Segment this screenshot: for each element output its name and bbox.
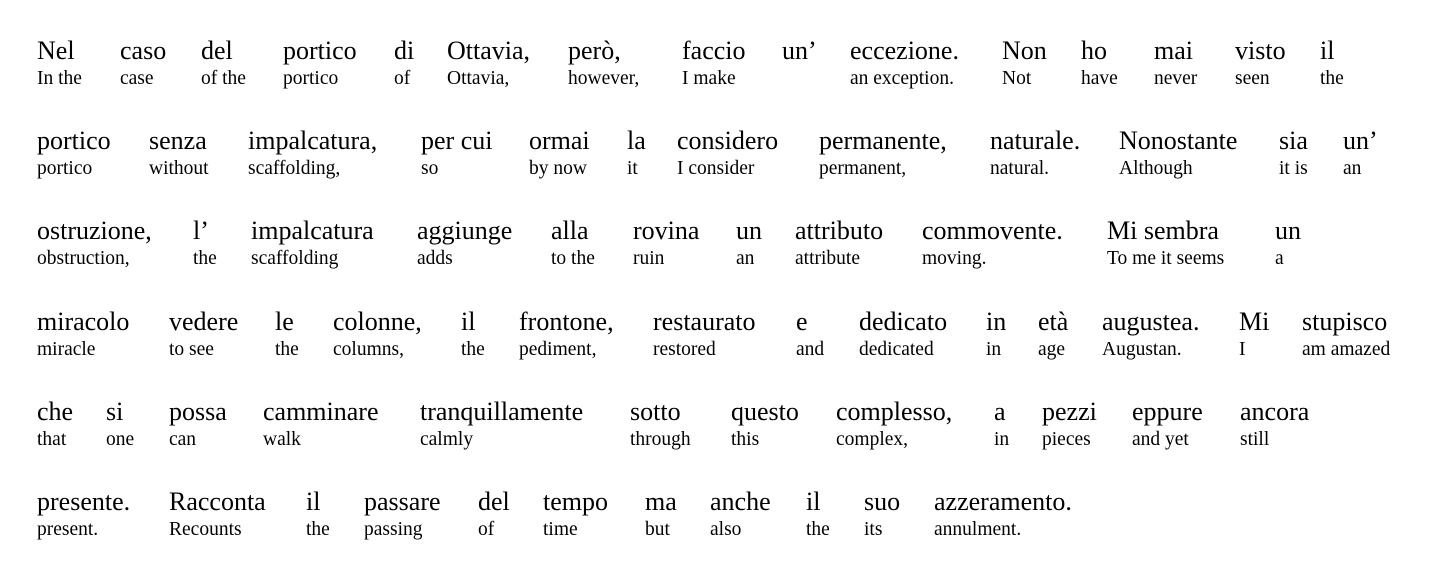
english-gloss: walk <box>263 429 301 450</box>
italian-word: età <box>1038 307 1069 336</box>
english-gloss: pediment, <box>519 339 597 360</box>
english-gloss: that <box>37 429 67 450</box>
italian-word: miracolo <box>37 307 130 336</box>
italian-word: alla <box>551 216 589 245</box>
english-gloss: portico <box>37 158 93 179</box>
english-gloss: passing <box>364 519 423 540</box>
gloss-line-2 <box>0 126 1456 196</box>
gloss-line-1 <box>0 36 1456 106</box>
word-pair <box>283 36 357 91</box>
italian-word: un <box>1275 216 1301 245</box>
italian-word: tempo <box>543 487 608 516</box>
italian-word: permanente, <box>819 126 947 155</box>
italian-word: tranquillamente <box>420 397 584 426</box>
italian-word: possa <box>169 397 227 426</box>
italian-word: portico <box>37 126 111 155</box>
english-gloss: Although <box>1119 158 1193 179</box>
word-pair <box>421 126 492 181</box>
italian-word: sotto <box>630 397 681 426</box>
italian-word: ormai <box>529 126 590 155</box>
italian-word: naturale. <box>990 126 1081 155</box>
italian-word: Mi <box>1239 307 1270 336</box>
english-gloss: moving. <box>922 248 987 269</box>
english-gloss: an exception. <box>850 68 954 89</box>
word-pair <box>201 36 246 91</box>
english-gloss: of <box>478 519 495 540</box>
italian-word: caso <box>120 36 167 65</box>
gloss-line-4 <box>0 307 1456 377</box>
italian-word: sia <box>1279 126 1308 155</box>
italian-word: mai <box>1154 36 1193 65</box>
word-pair <box>1343 126 1378 181</box>
english-gloss: an <box>1343 158 1362 179</box>
english-gloss: the <box>806 519 830 540</box>
italian-word: azzeramento. <box>934 487 1072 516</box>
english-gloss: portico <box>283 68 339 89</box>
english-gloss: by now <box>529 158 587 179</box>
italian-word: il <box>306 487 321 516</box>
word-pair <box>795 216 883 271</box>
italian-word: il <box>806 487 821 516</box>
italian-word: Nel <box>37 36 75 65</box>
english-gloss: present. <box>37 519 99 540</box>
word-pair <box>37 126 111 181</box>
italian-word: colonne, <box>333 307 422 336</box>
italian-word: Mi sembra <box>1107 216 1219 245</box>
english-gloss: and yet <box>1132 429 1189 450</box>
italian-word: Ottavia, <box>447 36 531 65</box>
english-gloss <box>782 67 817 91</box>
english-gloss: however, <box>568 68 640 89</box>
italian-word: considero <box>677 126 779 155</box>
word-pair <box>275 307 299 362</box>
word-pair <box>859 307 947 362</box>
english-gloss: Not <box>1002 68 1032 89</box>
italian-word: aggiunge <box>417 216 513 245</box>
word-pair <box>850 36 959 91</box>
word-pair <box>645 487 677 542</box>
italian-word: un <box>736 216 762 245</box>
english-gloss: also <box>710 519 742 540</box>
italian-word: ma <box>645 487 677 516</box>
word-pair <box>37 216 152 271</box>
word-pair <box>120 36 166 91</box>
english-gloss: the <box>275 339 299 360</box>
italian-word: si <box>106 397 124 426</box>
english-gloss: Augustan. <box>1102 339 1182 360</box>
word-pair <box>1119 126 1237 181</box>
italian-word: per cui <box>421 126 493 155</box>
word-pair <box>37 487 130 542</box>
word-pair <box>248 126 377 181</box>
word-pair <box>551 216 595 271</box>
word-pair <box>394 36 414 91</box>
italian-word: visto <box>1235 36 1286 65</box>
word-pair <box>682 36 746 91</box>
word-pair <box>630 397 691 452</box>
english-gloss: Ottavia, <box>447 68 510 89</box>
word-pair <box>263 397 379 452</box>
word-pair <box>627 126 646 181</box>
word-pair <box>519 307 614 362</box>
english-gloss: in <box>986 339 1002 360</box>
word-pair <box>568 36 639 91</box>
italian-word: senza <box>149 126 207 155</box>
word-pair <box>1240 397 1309 452</box>
italian-word: restaurato <box>653 307 756 336</box>
word-pair <box>417 216 512 271</box>
italian-word: impalcatura, <box>248 126 378 155</box>
english-gloss: its <box>864 519 883 540</box>
italian-word: attributo <box>795 216 884 245</box>
word-pair <box>169 397 227 452</box>
word-pair <box>529 126 590 181</box>
italian-word: ho <box>1081 36 1107 65</box>
word-pair <box>836 397 952 452</box>
word-pair <box>1235 36 1286 91</box>
word-pair <box>333 307 422 362</box>
english-gloss: in <box>994 429 1010 450</box>
italian-word: commovente. <box>922 216 1063 245</box>
italian-word: ancora <box>1240 397 1310 426</box>
italian-word: questo <box>731 397 799 426</box>
italian-word: frontone, <box>519 307 614 336</box>
word-pair <box>633 216 699 271</box>
english-gloss: calmly <box>420 429 474 450</box>
english-gloss: have <box>1081 68 1118 89</box>
english-gloss: but <box>645 519 670 540</box>
word-pair <box>1302 307 1390 362</box>
italian-word: vedere <box>169 307 239 336</box>
italian-word: a <box>994 397 1006 426</box>
word-pair <box>864 487 900 542</box>
italian-word: faccio <box>682 36 746 65</box>
word-pair <box>1081 36 1118 91</box>
english-gloss: one <box>106 429 135 450</box>
italian-word: le <box>275 307 294 336</box>
english-gloss: adds <box>417 248 453 269</box>
word-pair <box>1279 126 1308 181</box>
italian-word: del <box>478 487 510 516</box>
english-gloss: scaffolding <box>251 248 339 269</box>
english-gloss: so <box>421 158 439 179</box>
english-gloss: natural. <box>990 158 1050 179</box>
word-pair <box>986 307 1006 362</box>
english-gloss: columns, <box>333 339 404 360</box>
italian-word: il <box>461 307 476 336</box>
word-pair <box>478 487 510 542</box>
word-pair <box>922 216 1063 271</box>
english-gloss: I consider <box>677 158 755 179</box>
italian-word: però, <box>568 36 621 65</box>
english-gloss: the <box>1320 68 1344 89</box>
english-gloss: time <box>543 519 578 540</box>
italian-word: anche <box>710 487 771 516</box>
word-pair <box>653 307 756 362</box>
italian-word: passare <box>364 487 441 516</box>
english-gloss: it <box>627 158 638 179</box>
italian-word: e <box>796 307 808 336</box>
italian-word: di <box>394 36 415 65</box>
word-pair <box>731 397 799 452</box>
italian-word: la <box>627 126 646 155</box>
word-pair <box>37 397 73 452</box>
english-gloss: this <box>731 429 760 450</box>
word-pair <box>677 126 778 181</box>
word-pair <box>710 487 771 542</box>
english-gloss: to the <box>551 248 595 269</box>
gloss-line-6 <box>0 487 1456 557</box>
english-gloss: the <box>193 248 217 269</box>
english-gloss: attribute <box>795 248 860 269</box>
english-gloss: permanent, <box>819 158 907 179</box>
word-pair <box>1320 36 1344 91</box>
word-pair <box>364 487 441 542</box>
word-pair <box>37 307 129 362</box>
italian-word: Racconta <box>169 487 266 516</box>
english-gloss: of <box>394 68 411 89</box>
italian-word: l’ <box>193 216 209 245</box>
italian-word: eppure <box>1132 397 1203 426</box>
english-gloss: annulment. <box>934 519 1022 540</box>
english-gloss: am amazed <box>1302 339 1391 360</box>
italian-word: il <box>1320 36 1335 65</box>
english-gloss: pieces <box>1042 429 1091 450</box>
word-pair <box>994 397 1009 452</box>
word-pair <box>461 307 485 362</box>
italian-word: portico <box>283 36 357 65</box>
word-pair <box>106 397 134 452</box>
italian-word: camminare <box>263 397 379 426</box>
italian-word: presente. <box>37 487 131 516</box>
word-pair <box>37 36 82 91</box>
italian-word: eccezione. <box>850 36 959 65</box>
word-pair <box>251 216 374 271</box>
word-pair <box>990 126 1080 181</box>
italian-word: rovina <box>633 216 700 245</box>
word-pair <box>1102 307 1199 362</box>
english-gloss: ruin <box>633 248 665 269</box>
english-gloss: Recounts <box>169 519 242 540</box>
italian-word: che <box>37 397 74 426</box>
word-pair <box>934 487 1072 542</box>
english-gloss: of the <box>201 68 246 89</box>
word-pair <box>796 307 824 362</box>
english-gloss: case <box>120 68 154 89</box>
word-pair <box>149 126 209 181</box>
english-gloss: to see <box>169 339 214 360</box>
italian-word: Nonostante <box>1119 126 1238 155</box>
gloss-line-3 <box>0 216 1456 286</box>
italian-word: dedicato <box>859 307 948 336</box>
english-gloss: restored <box>653 339 716 360</box>
gloss-line-5 <box>0 397 1456 467</box>
italian-word: ostruzione, <box>37 216 152 245</box>
english-gloss: I <box>1239 339 1246 360</box>
italian-word: complesso, <box>836 397 953 426</box>
english-gloss: without <box>149 158 209 179</box>
word-pair <box>819 126 947 181</box>
italian-word: un’ <box>782 36 817 65</box>
italian-word: del <box>201 36 233 65</box>
word-pair <box>420 397 583 452</box>
english-gloss: age <box>1038 339 1066 360</box>
italian-word: un’ <box>1343 126 1378 155</box>
english-gloss: scaffolding, <box>248 158 341 179</box>
english-gloss: the <box>306 519 330 540</box>
word-pair <box>169 487 266 542</box>
word-pair <box>306 487 330 542</box>
word-pair <box>1107 216 1224 271</box>
word-pair <box>736 216 762 271</box>
english-gloss: through <box>630 429 691 450</box>
italian-word: stupisco <box>1302 307 1388 336</box>
word-pair <box>806 487 830 542</box>
english-gloss: the <box>461 339 485 360</box>
italian-word: augustea. <box>1102 307 1200 336</box>
italian-word: impalcatura <box>251 216 374 245</box>
word-pair <box>1002 36 1047 91</box>
english-gloss: obstruction, <box>37 248 130 269</box>
english-gloss: I make <box>682 68 736 89</box>
italian-word: suo <box>864 487 901 516</box>
english-gloss: an <box>736 248 755 269</box>
italian-word: pezzi <box>1042 397 1097 426</box>
english-gloss: a <box>1275 248 1284 269</box>
english-gloss: still <box>1240 429 1270 450</box>
english-gloss: and <box>796 339 825 360</box>
italian-word: in <box>986 307 1007 336</box>
english-gloss: To me it seems <box>1107 248 1225 269</box>
italian-word: Non <box>1002 36 1047 65</box>
word-pair <box>1042 397 1097 452</box>
word-pair <box>1275 216 1301 271</box>
english-gloss: miracle <box>37 339 96 360</box>
english-gloss: seen <box>1235 68 1270 89</box>
english-gloss: it is <box>1279 158 1308 179</box>
word-pair <box>1154 36 1197 91</box>
word-pair <box>169 307 238 362</box>
word-pair <box>193 216 217 271</box>
word-pair <box>1132 397 1203 452</box>
english-gloss: In the <box>37 68 82 89</box>
english-gloss: never <box>1154 68 1198 89</box>
word-pair <box>543 487 608 542</box>
word-pair <box>782 36 817 91</box>
word-pair <box>1038 307 1068 362</box>
english-gloss: dedicated <box>859 339 934 360</box>
word-pair <box>1239 307 1269 362</box>
word-pair <box>447 36 530 91</box>
english-gloss: can <box>169 429 197 450</box>
english-gloss: complex, <box>836 429 909 450</box>
